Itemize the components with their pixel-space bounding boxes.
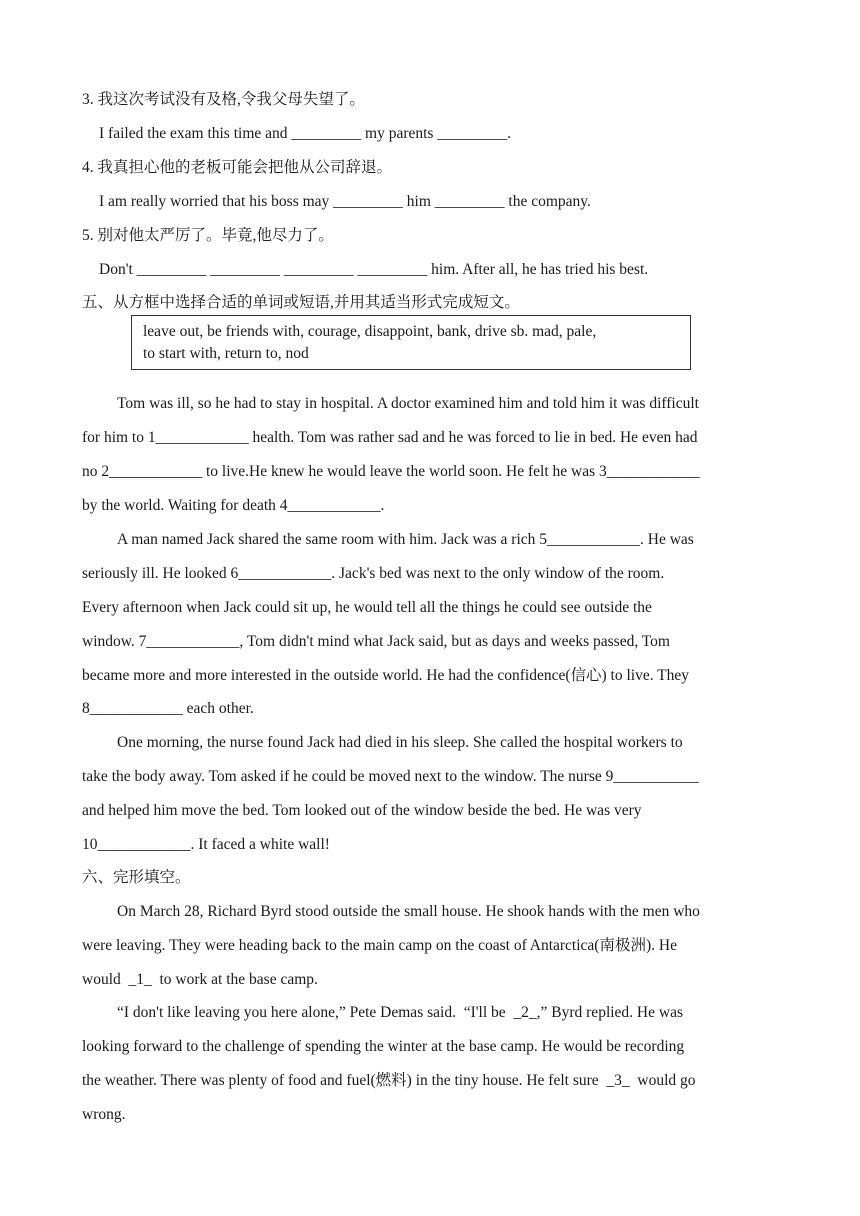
- passage-line: and helped him move the bed. Tom looked out of the window beside the bed. He was very: [82, 802, 642, 819]
- question-3-chinese: 3. 我这次考试没有及格,令我父母失望了。: [82, 91, 365, 108]
- cloze-line: looking forward to the challenge of spending the winter at the base camp. He would be recording: [82, 1038, 685, 1055]
- passage-line: window. 7____________, Tom didn't mind what Jack said, but as days and weeks passed, Tom: [82, 633, 670, 650]
- cloze-line: wrong.: [82, 1106, 126, 1123]
- question-5-chinese: 5. 别对他太严厉了。毕竟,他尽力了。: [82, 227, 334, 244]
- passage-line: 8____________ each other.: [82, 700, 254, 717]
- question-4-english: I am really worried that his boss may _________ him _________ the company.: [99, 193, 591, 210]
- passage-line: became more and more interested in the outside world. He had the confidence(信心) to live. They: [82, 667, 690, 684]
- passage-line: for him to 1____________ health. Tom was rather sad and he was forced to lie in bed. He even had: [82, 429, 698, 446]
- passage-line: One morning, the nurse found Jack had died in his sleep. She called the hospital workers to: [117, 734, 683, 751]
- section-6-heading: 六、完形填空。: [82, 869, 191, 886]
- cloze-line: On March 28, Richard Byrd stood outside the small house. He shook hands with the men who: [117, 903, 700, 920]
- cloze-line: “I don't like leaving you here alone,” Pete Demas said. “I'll be _2_,” Byrd replied. He was: [117, 1004, 683, 1021]
- cloze-line: were leaving. They were heading back to the main camp on the coast of Antarctica(南极洲). He: [82, 937, 677, 954]
- question-5-english: Don't _________ _________ _________ _________ him. After all, he has tried his best.: [99, 261, 649, 278]
- word-bank-box: [131, 315, 691, 370]
- word-bank-line-2: to start with, return to, nod: [143, 345, 309, 362]
- passage-line: Every afternoon when Jack could sit up, he would tell all the things he could see outside the: [82, 599, 652, 616]
- passage-line: 10____________. It faced a white wall!: [82, 836, 330, 853]
- passage-line: by the world. Waiting for death 4____________.: [82, 497, 385, 514]
- cloze-line: would _1_ to work at the base camp.: [82, 971, 318, 988]
- passage-line: take the body away. Tom asked if he could be moved next to the window. The nurse 9___________: [82, 768, 699, 785]
- cloze-line: the weather. There was plenty of food and fuel(燃料) in the tiny house. He felt sure _3_ would go: [82, 1072, 696, 1089]
- passage-line: seriously ill. He looked 6____________. Jack's bed was next to the only window of the room.: [82, 565, 665, 582]
- passage-line: A man named Jack shared the same room with him. Jack was a rich 5____________. He was: [117, 531, 694, 548]
- word-bank-line-1: leave out, be friends with, courage, disappoint, bank, drive sb. mad, pale,: [143, 323, 597, 340]
- question-3-english: I failed the exam this time and _________ my parents _________.: [99, 125, 511, 142]
- section-5-heading: 五、从方框中选择合适的单词或短语,并用其适当形式完成短文。: [82, 294, 520, 311]
- passage-line: no 2____________ to live.He knew he would leave the world soon. He felt he was 3____________: [82, 463, 700, 480]
- passage-line: Tom was ill, so he had to stay in hospital. A doctor examined him and told him it was difficult: [117, 395, 699, 412]
- question-4-chinese: 4. 我真担心他的老板可能会把他从公司辞退。: [82, 159, 393, 176]
